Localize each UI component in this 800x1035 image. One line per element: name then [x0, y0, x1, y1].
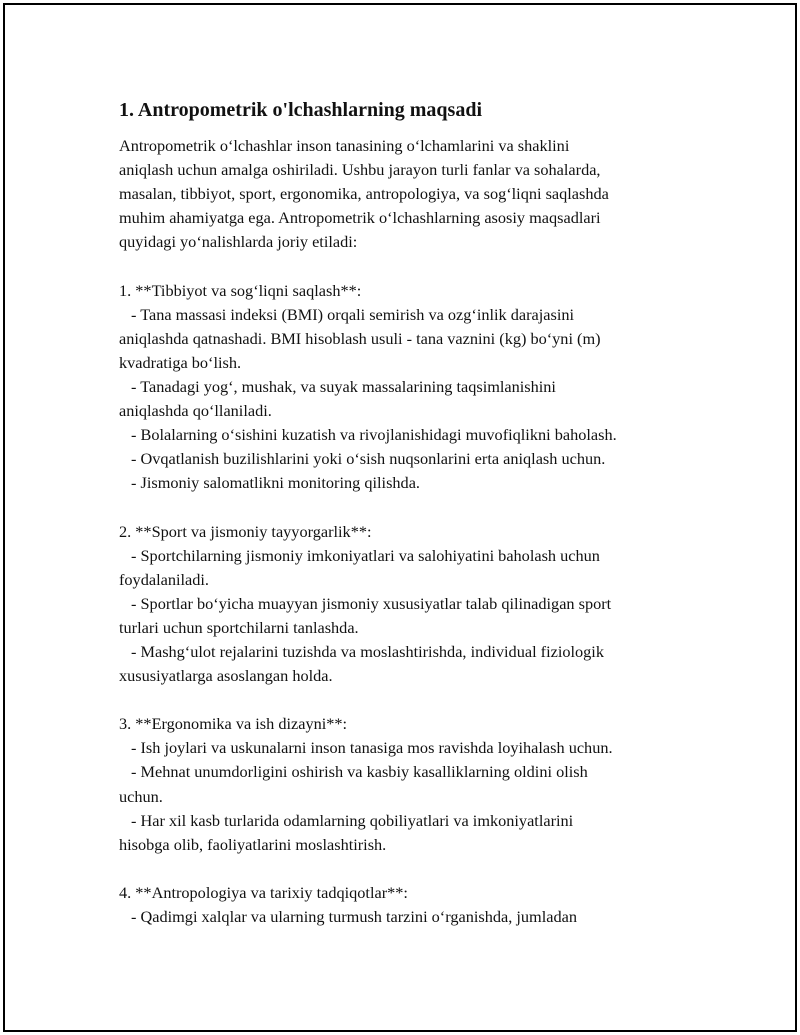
list-item: - Sportchilarning jismoniy imkoniyatlari va salohiyatini baholash uchun — [131, 545, 600, 565]
list-item-continuation: aniqlashda qatnashadi. BMI hisoblash usuli - tana vaznini (kg) bo‘yni (m) — [119, 328, 601, 348]
list-item: - Bolalarning o‘sishini kuzatish va rivojlanishidagi muvofiqlikni baholash. — [131, 425, 617, 445]
list-item: - Sportlar bo‘yicha muayyan jismoniy xususiyatlar talab qilinadigan sport — [131, 593, 612, 613]
list-item-continuation: uchun. — [119, 786, 163, 806]
list-item: - Ovqatlanish buzilishlarini yoki o‘sish nuqsonlarini erta aniqlash uchun. — [131, 449, 606, 469]
list-item-continuation: foydalaniladi. — [119, 569, 209, 589]
list-item: - Tana massasi indeksi (BMI) orqali semirish va ozg‘inlik darajasini — [131, 304, 575, 324]
list-section-title: 4. **Antropologiya va tarixiy tadqiqotlar**: — [119, 882, 408, 902]
list-section-title: 3. **Ergonomika va ish dizayni**: — [119, 714, 348, 734]
blank-line — [119, 254, 719, 278]
list-section-anthropology — [119, 881, 719, 929]
list-item-continuation: xususiyatlarga asoslangan holda. — [119, 666, 333, 686]
text-line: aniqlash uchun amalga oshiriladi. Ushbu jarayon turli fanlar va sohalarda, — [119, 160, 601, 180]
text-line: masalan, tibbiyot, sport, ergonomika, antropologiya, va sog‘liqni saqlashda — [119, 184, 609, 204]
blank-line — [119, 857, 719, 881]
list-item: - Har xil kasb turlarida odamlarning qobiliyatlari va imkoniyatlarini — [131, 810, 574, 830]
text-line: Antropometrik o‘lchashlar inson tanasining o‘lchamlarini va shaklini — [119, 136, 570, 155]
intro-paragraph — [119, 134, 719, 254]
list-section-title: 2. **Sport va jismoniy tayyorgarlik**: — [119, 521, 372, 541]
list-section-title: 1. **Tibbiyot va sog‘liqni saqlash**: — [119, 280, 362, 300]
list-item-continuation: aniqlashda qo‘llaniladi. — [119, 401, 272, 421]
list-item-continuation: turlari uchun sportchilarni tanlashda. — [119, 617, 359, 637]
blank-line — [119, 495, 719, 519]
text-line: quyidagi yo‘nalishlarda joriy etiladi: — [119, 232, 358, 252]
blank-line — [119, 688, 719, 712]
list-section-ergonomics — [119, 712, 719, 857]
list-item: - Mehnat unumdorligini oshirish va kasbiy kasalliklarning oldini olish — [131, 762, 588, 782]
document-body — [119, 96, 719, 929]
list-item: - Ish joylari va uskunalarni inson tanasiga mos ravishda loyihalash uchun. — [131, 738, 613, 758]
list-item: - Tanadagi yog‘, mushak, va suyak massalarining taqsimlanishini — [131, 376, 556, 396]
page-frame — [3, 3, 797, 1032]
list-item: - Jismoniy salomatlikni monitoring qilishda. — [131, 473, 420, 493]
list-item-continuation: hisobga olib, faoliyatlarini moslashtirish. — [119, 834, 387, 854]
list-section-medicine — [119, 279, 719, 496]
list-item-continuation: kvadratiga bo‘lish. — [119, 352, 242, 372]
list-item: - Qadimgi xalqlar va ularning turmush tarzini o‘rganishda, jumladan — [131, 907, 577, 926]
list-item: - Mashg‘ulot rejalarini tuzishda va moslashtirishda, individual fiziologik — [131, 641, 604, 661]
section-heading: 1. Antropometrik o'lchashlarning maqsadi — [119, 99, 483, 121]
list-section-sport — [119, 520, 719, 689]
text-line: muhim ahamiyatga ega. Antropometrik o‘lchashlarning asosiy maqsadlari — [119, 208, 601, 228]
